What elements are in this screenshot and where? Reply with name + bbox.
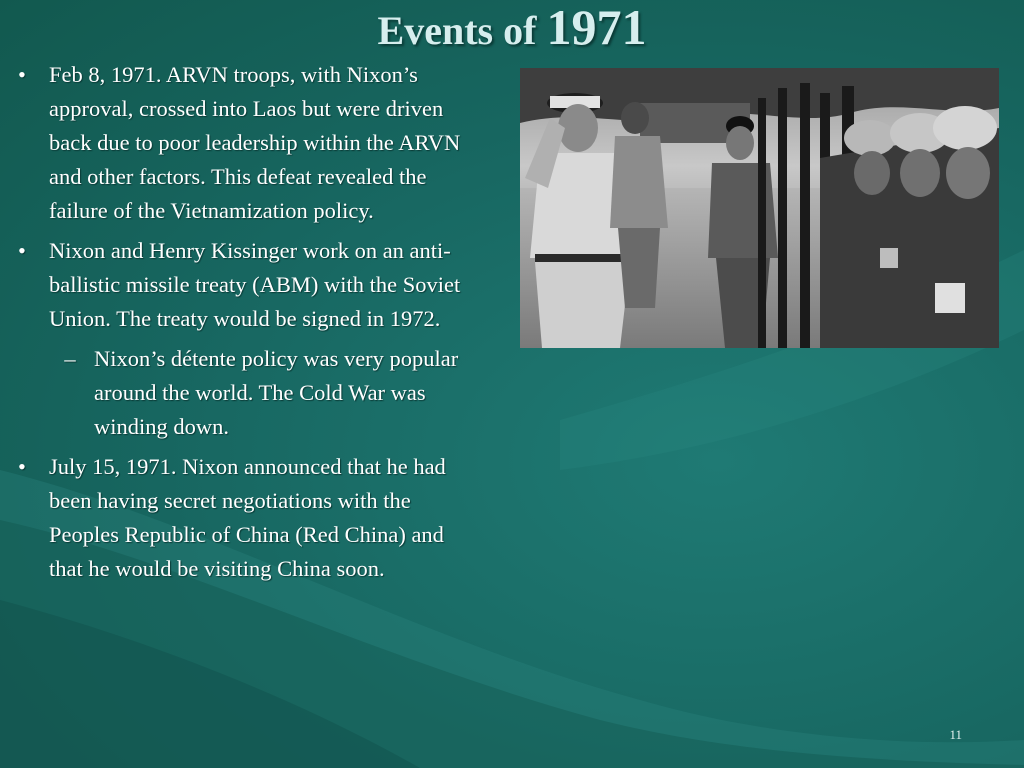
bullet-marker: • [18,238,26,263]
sub-bullet-item [12,342,462,444]
photo-image-icon [520,68,999,348]
bullet-list [12,58,462,592]
bullet-marker: • [18,454,26,479]
title-year: 1971 [546,0,647,55]
bullet-text: Feb 8, 1971. ARVN troops, with Nixon’s approval, crossed into Laos but were driven back due to poor leadership within the ARVN and other factors. This defeat revealed the failure of the Vietnamization policy. [49,62,461,223]
bullet-text: Nixon and Henry Kissinger work on an anti-ballistic missile treaty (ABM) with the Soviet Union. The treaty would be signed in 1972. [49,238,461,331]
bullet-item [12,234,462,336]
bullet-item [12,58,462,228]
bullet-item [12,450,462,586]
page-number: 11 [949,727,962,742]
sub-bullet-text: Nixon’s détente policy was very popular around the world. The Cold War was winding down. [94,346,459,439]
soldiers-photo [520,68,999,348]
title-text: Events of [377,8,547,53]
bullet-text: July 15, 1971. Nixon announced that he had been having secret negotiations with the Peoples Republic of China (Red China) and that he would be visiting China soon. [49,454,446,581]
bullet-marker: • [18,62,26,87]
slide-title [0,0,1024,56]
sub-bullet-marker: – [64,346,76,371]
